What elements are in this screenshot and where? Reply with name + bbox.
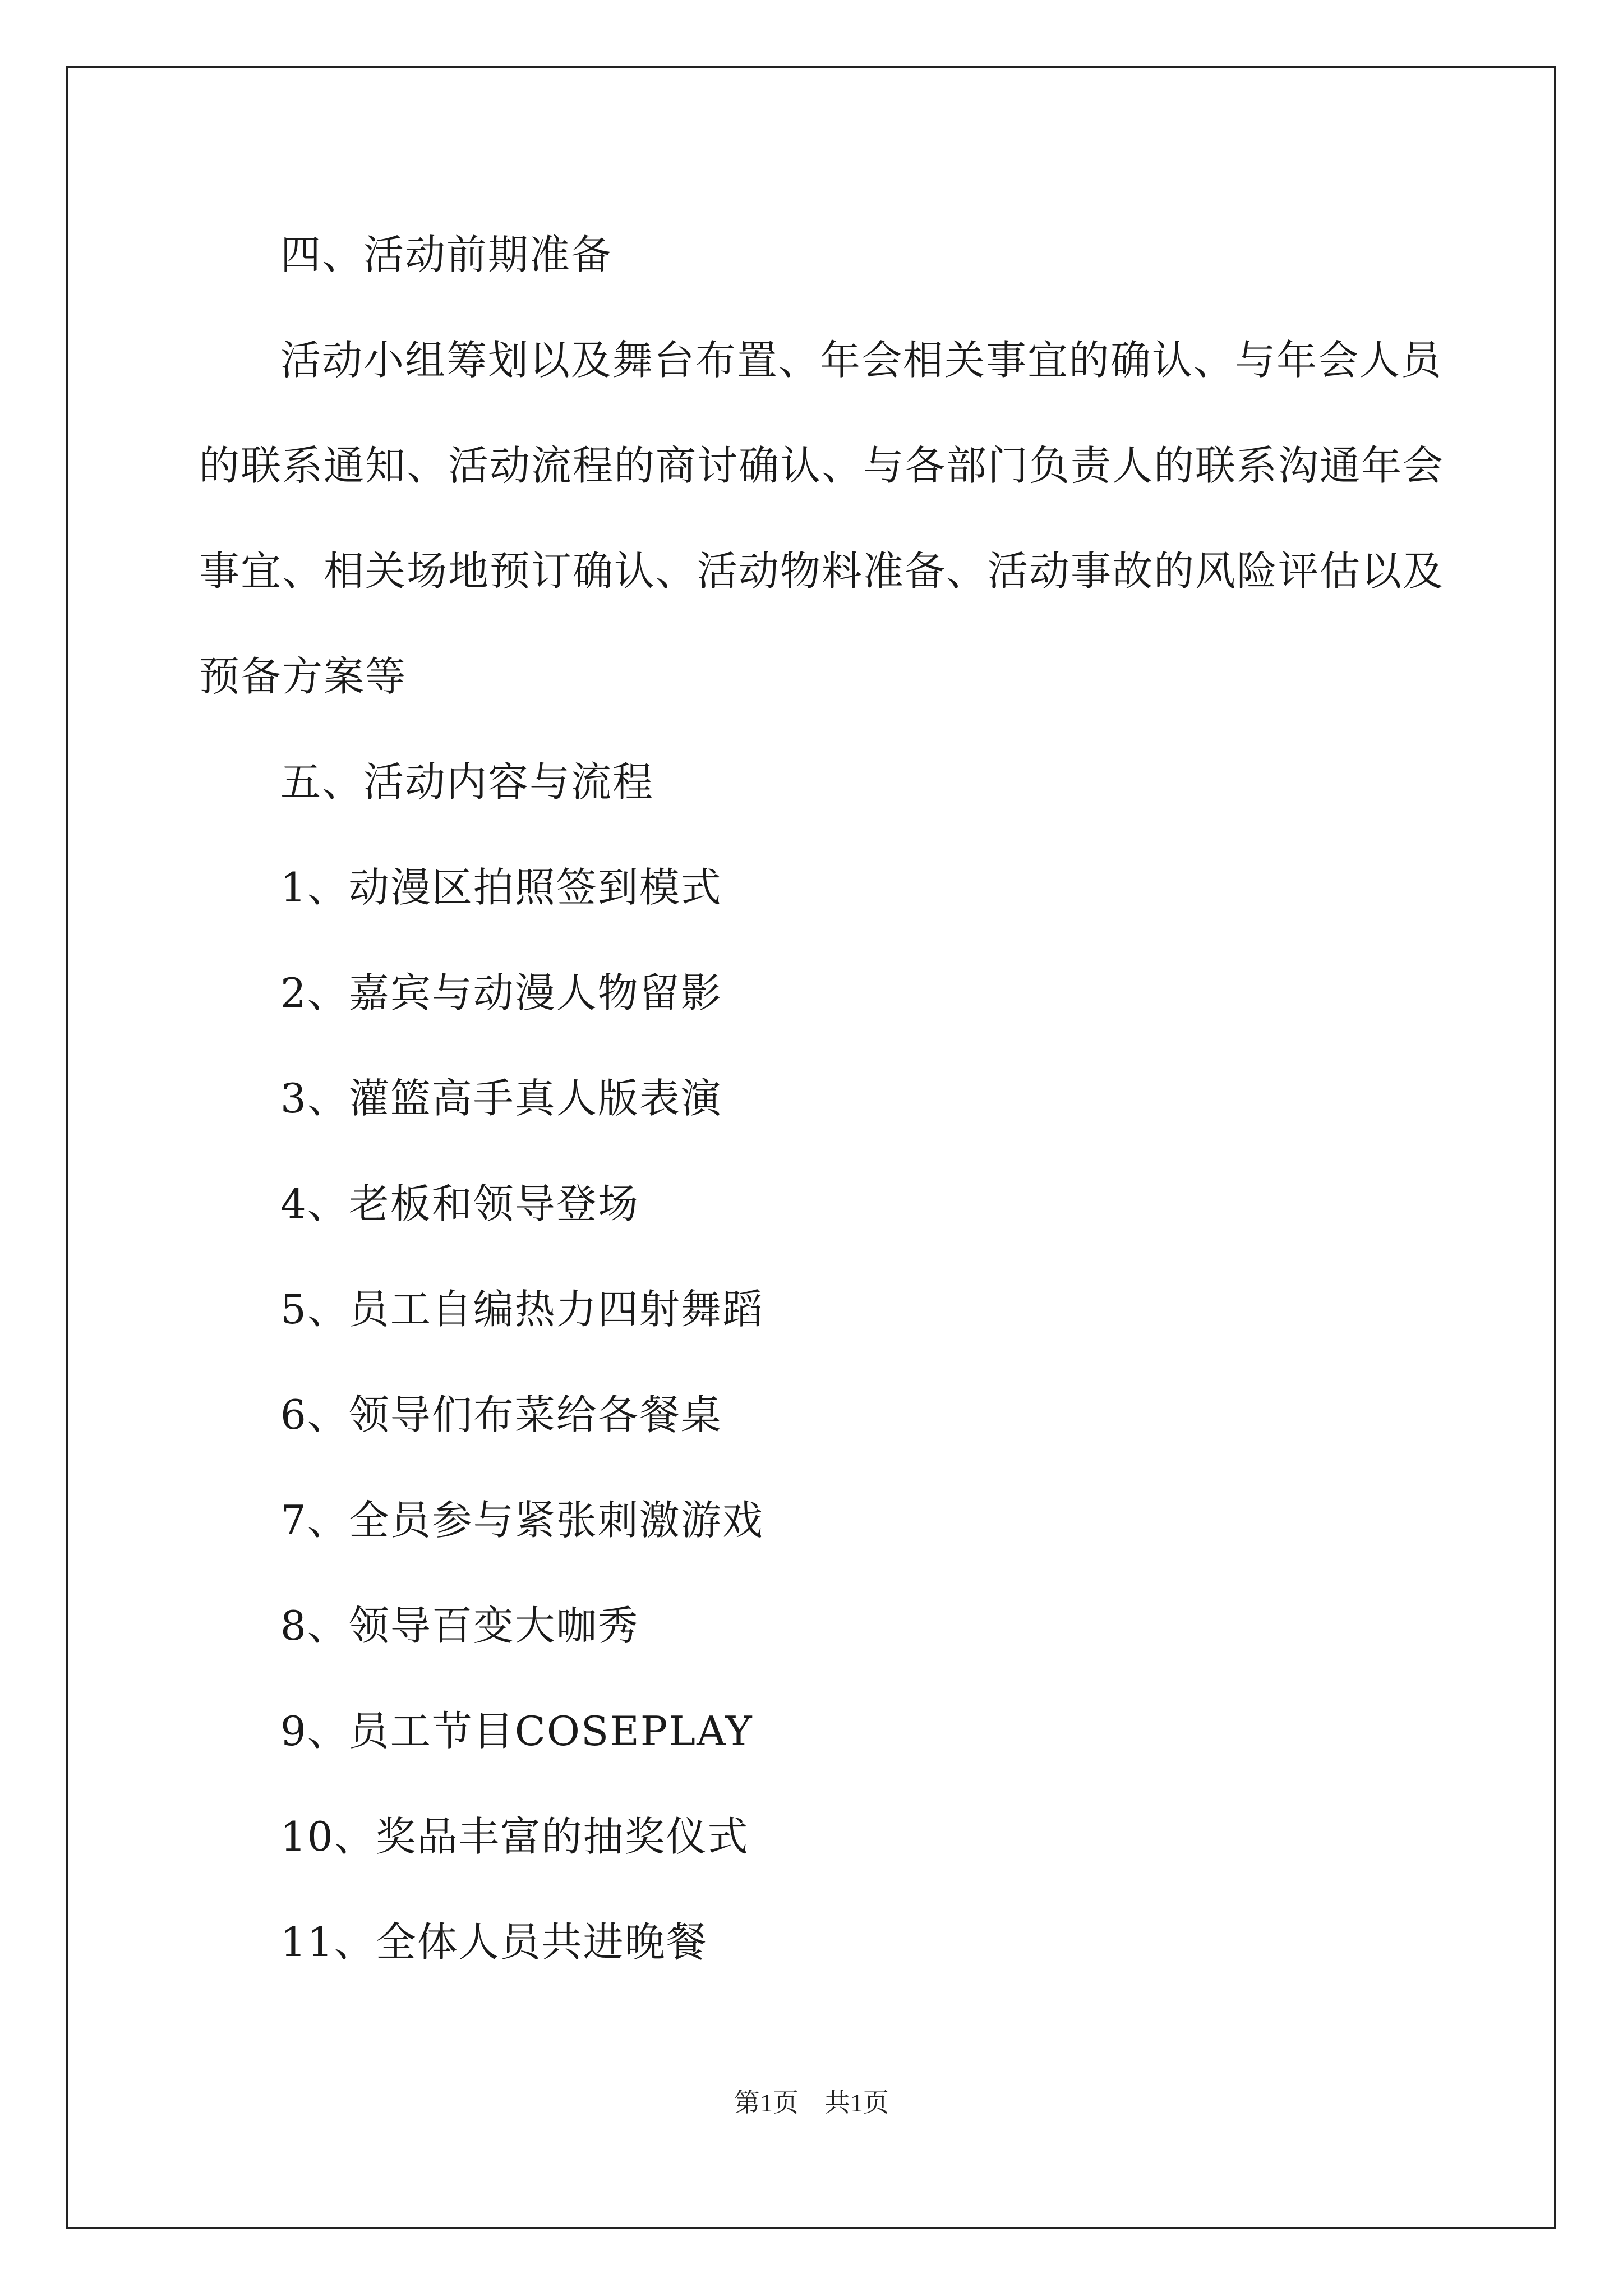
paragraph-line: 活动小组筹划以及舞台布置、年会相关事宜的确认、与年会人员 <box>280 337 1443 384</box>
list-item: 10、奖品丰富的抽奖仪式 <box>280 1813 749 1860</box>
paragraph-line: 预备方案等 <box>199 653 407 700</box>
document-body <box>199 202 1445 1995</box>
section-heading-preparation: 四、活动前期准备 <box>280 231 613 278</box>
list-item: 4、老板和领导登场 <box>280 1180 639 1227</box>
list-item: 6、领导们布菜给各餐桌 <box>280 1391 722 1438</box>
page-footer: 第1页 共1页 <box>734 2088 889 2117</box>
list-item: 9、员工节目COSEPLAY <box>280 1708 753 1755</box>
preparation-paragraph <box>199 307 1445 729</box>
list-item: 5、员工自编热力四射舞蹈 <box>280 1286 764 1333</box>
list-item: 8、领导百变大咖秀 <box>280 1602 639 1649</box>
section-heading-content-flow: 五、活动内容与流程 <box>280 758 654 806</box>
flow-list <box>199 835 1433 1995</box>
paragraph-line: 事宜、相关场地预订确认、活动物料准备、活动事故的风险评估以及 <box>199 547 1445 595</box>
list-item: 11、全体人员共进晚餐 <box>280 1918 708 1966</box>
paragraph-line: 的联系通知、活动流程的商讨确认、与各部门负责人的联系沟通年会 <box>199 442 1445 489</box>
list-item: 7、全员参与紧张刺激游戏 <box>280 1497 764 1544</box>
list-item: 1、动漫区拍照签到模式 <box>280 864 722 911</box>
list-item: 2、嘉宾与动漫人物留影 <box>280 969 722 1016</box>
list-item: 3、灌篮高手真人版表演 <box>280 1075 722 1122</box>
